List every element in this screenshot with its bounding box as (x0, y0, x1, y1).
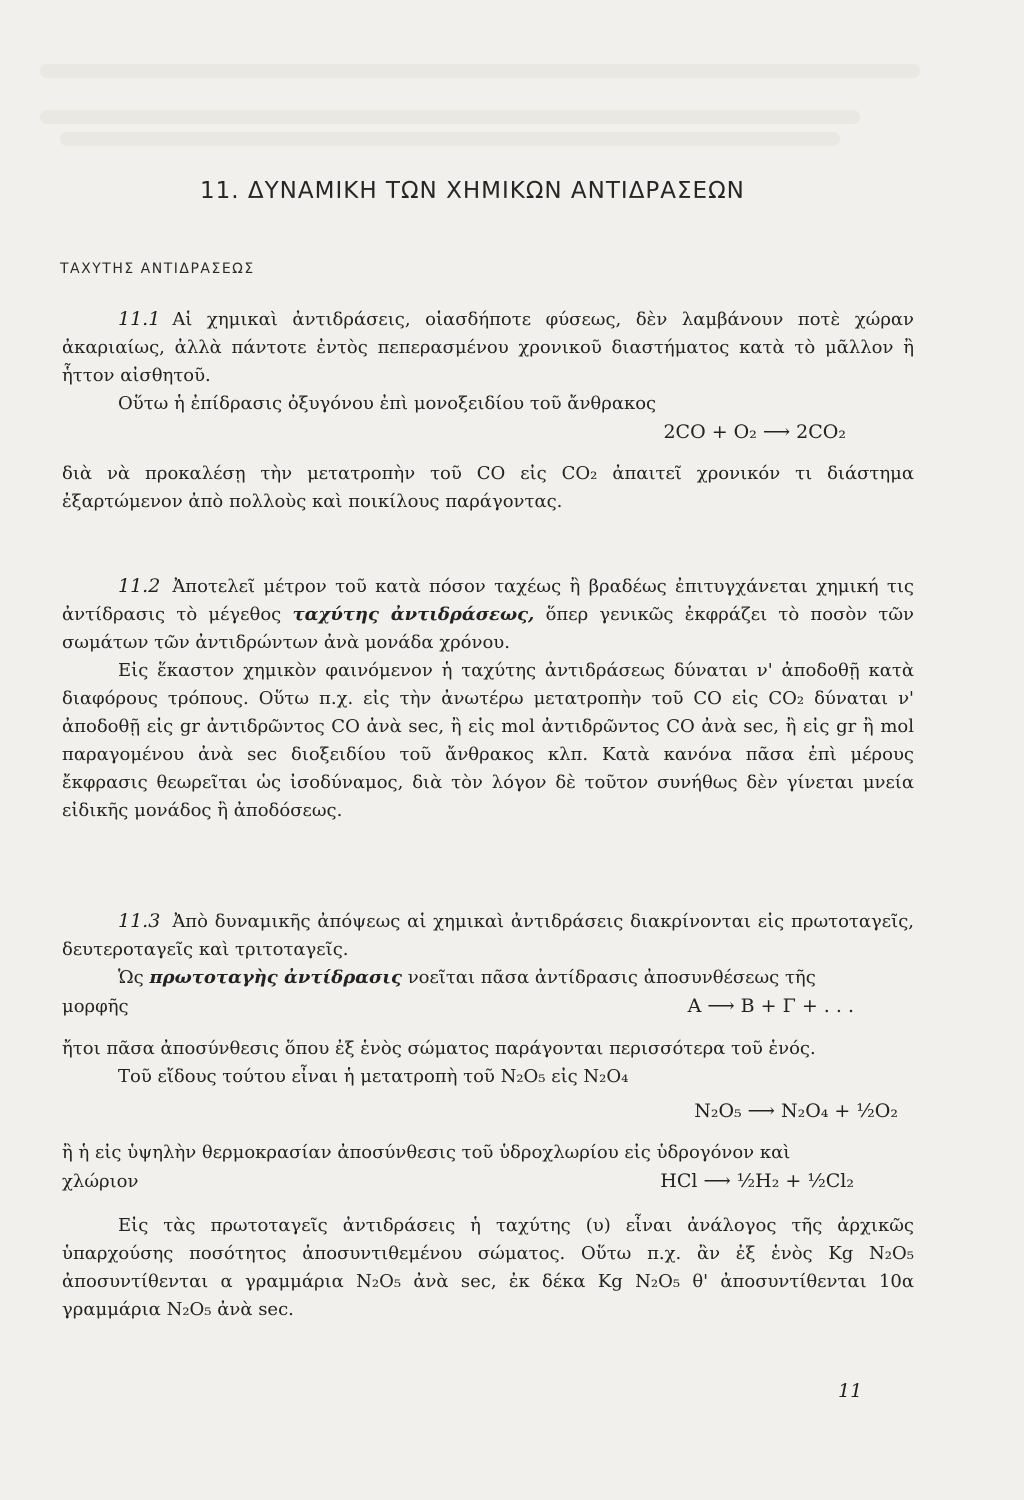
paragraph-text: Ὡς (118, 967, 150, 988)
paragraph (62, 572, 914, 657)
equation: HCl ⟶ ½H₂ + ½Cl₂ (660, 1170, 854, 1192)
paragraph: Εἰς τὰς πρωτοταγεῖς ἀντιδράσεις ἡ ταχύτης (υ) εἶναι ἀνάλογος τῆς ἀρχικῶς ὑπαρχούσης ποσότητος ἀποσυντιθεμένου σώματος. Οὕτω π.χ. ἂν ἐξ ἑνὸς Kg N₂O₅ ἀποσυντίθενται α γραμμάρια N₂O₅ ἀνὰ sec, ἐκ δέκα Kg N₂O₅ θ' ἀποσυντίθενται 10α γραμμάρια N₂O₅ ἀνὰ sec. (62, 1215, 914, 1320)
paragraph-11-2 (62, 572, 914, 825)
page-number: 11 (838, 1380, 863, 1402)
paragraph-text: ὅπερ γενικῶς ἐκφράζει τὸ ποσὸν τῶν σωμάτων τῶν ἀντιδρώντων ἀνὰ μονάδα χρόνου. (62, 604, 914, 653)
chapter-title: 11. ΔΥΝΑΜΙΚΗ ΤΩΝ ΧΗΜΙΚΩΝ ΑΝΤΙΔΡΑΣΕΩΝ (200, 178, 745, 204)
paragraph: διὰ νὰ προκαλέσῃ τὴν μετατροπὴν τοῦ CO εἰς CO₂ ἀπαιτεῖ χρονικόν τι διάστημα ἐξαρτώμενον ἀπὸ πολλοὺς καὶ ποικίλους παράγοντας. (62, 463, 914, 512)
paragraph-text: Αἱ χημικαὶ ἀντιδράσεις, οἱασδήποτε φύσεως, δὲν λαμβάνουν ποτὲ χώραν ἀκαριαίως, ἀλλὰ πάντοτε ἐντὸς πεπερασμένου χρονικοῦ διαστήματος κατὰ τὸ μᾶλλον ἢ ἧττον αἰσθητοῦ. (62, 309, 914, 386)
equation: 2CO + O₂ ⟶ 2CO₂ (663, 421, 846, 443)
paragraph-text: Ἀπὸ δυναμικῆς ἀπόψεως αἱ χημικαὶ ἀντιδράσεις διακρίνονται εἰς πρωτοταγεῖς, δευτεροταγεῖς καὶ τριτοταγεῖς. (62, 911, 914, 960)
section-title: ΤΑΧΥΤΗΣ ΑΝΤΙΔΡΑΣΕΩΣ (60, 261, 255, 277)
paragraph-number: 11.1 (118, 308, 161, 330)
defined-term: πρωτοταγὴς ἀντίδρασις (149, 967, 402, 988)
paragraph: ἢ ἡ εἰς ὑψηλὴν θερμοκρασίαν ἀποσύνθεσις τοῦ ὑδροχλωρίου εἰς ὑδρογόνον καὶ (62, 1142, 791, 1163)
paragraph-number: 11.3 (118, 910, 161, 932)
defined-term: ταχύτης ἀντιδράσεως, (292, 604, 535, 625)
paragraph (62, 305, 914, 390)
equation-row (62, 1167, 914, 1196)
equation: A ⟶ B + Γ + . . . (687, 995, 854, 1017)
equation: N₂O₅ ⟶ N₂O₄ + ½O₂ (694, 1100, 898, 1122)
paragraph-text: Ἀποτελεῖ μέτρον τοῦ κατὰ πόσον ταχέως ἢ βραδέως ἐπιτυγχάνεται χημική τις ἀντίδρασις τὸ μέγεθος (62, 576, 914, 625)
paragraph: Τοῦ εἴδους τούτου εἶναι ἡ μετατροπὴ τοῦ N₂O₅ εἰς N₂O₄ (118, 1066, 629, 1087)
paragraph-11-1 (62, 305, 914, 516)
equation-row (62, 992, 914, 1021)
paragraph: Εἰς ἕκαστον χημικὸν φαινόμενον ἡ ταχύτης ἀντιδράσεως δύναται ν' ἀποδοθῇ κατὰ διαφόρους τρόπους. Οὕτω π.χ. εἰς τὴν ἀνωτέρω μετατροπὴν τοῦ CO εἰς CO₂ δύναται ν' ἀποδοθῇ εἰς gr ἀντιδρῶντος CO ἀνὰ sec, ἢ εἰς mol ἀντιδρῶντος CO ἀνὰ sec, ἢ εἰς gr ἢ mol παραγομένου ἀνὰ sec διοξειδίου τοῦ ἄνθρακος κλπ. Κατὰ κανόνα πᾶσα ἐπὶ μέρους ἔκφρασις θεωρεῖται ὡς ἰσοδύναμος, διὰ τὸν λόγον δὲ τοῦτον συνήθως δὲν γίνεται μνεία εἰδικῆς μονάδος ἢ ἀποδόσεως. (62, 660, 914, 821)
paragraph-text: νοεῖται πᾶσα ἀντίδρασις ἀποσυνθέσεως τῆς (401, 967, 816, 988)
paragraph: ἤτοι πᾶσα ἀποσύνθεσις ὅπου ἐξ ἑνὸς σώματος παράγονται περισσότερα τοῦ ἑνός. (62, 1038, 816, 1059)
paragraph-number: 11.2 (118, 575, 161, 597)
paragraph (62, 964, 914, 992)
paragraph: Οὕτω ἡ ἐπίδρασις ὀξυγόνου ἐπὶ μονοξειδίου τοῦ ἄνθρακος (118, 393, 657, 414)
paragraph-11-3 (62, 907, 914, 1324)
paragraph-text: μορφῆς (62, 996, 129, 1017)
paragraph-text: χλώριον (62, 1171, 139, 1192)
paragraph (62, 907, 914, 964)
